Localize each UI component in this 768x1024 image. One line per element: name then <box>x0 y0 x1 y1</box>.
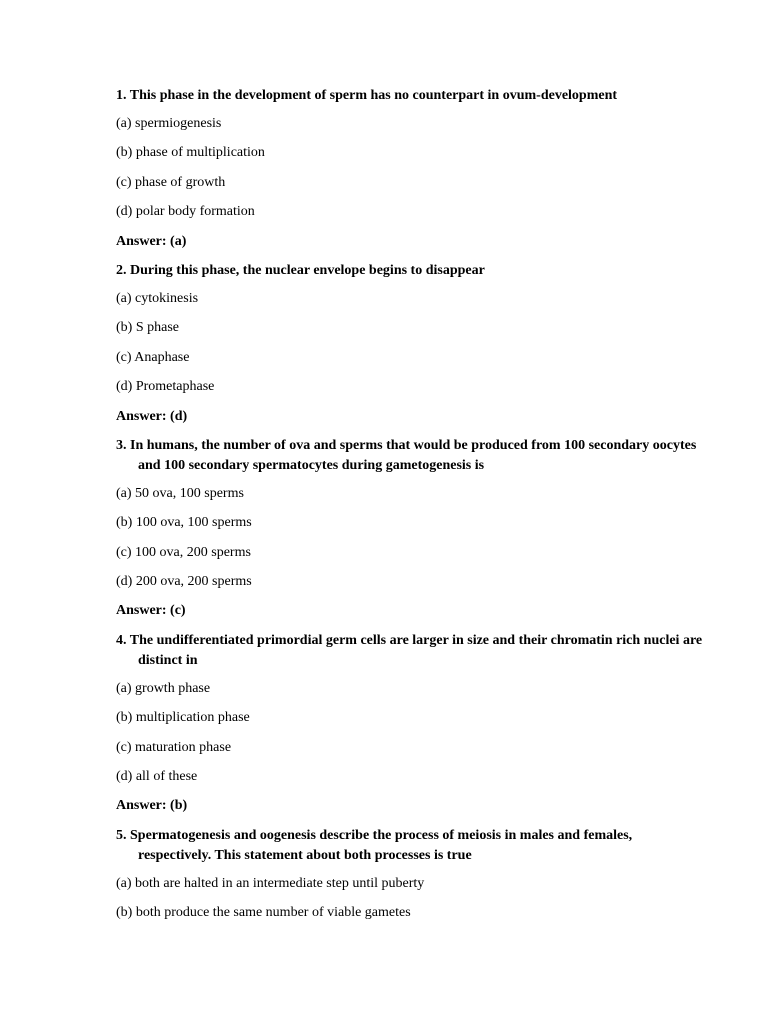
answer-text: Answer: (d) <box>116 408 188 424</box>
option-d: (d) 200 ova, 200 sperms <box>116 574 252 590</box>
option-d: (d) Prometaphase <box>116 379 215 395</box>
question-block <box>116 436 706 622</box>
option-a: (a) spermiogenesis <box>116 116 222 131</box>
option-c: (c) phase of growth <box>116 174 226 190</box>
question-text: 4. The undifferentiated primordial germ cells are larger in size and their chromatin rich nuclei are distinct in <box>116 632 703 668</box>
answer-text: Answer: (b) <box>116 798 188 814</box>
option-a: (a) 50 ova, 100 sperms <box>116 485 244 501</box>
option-d: (d) polar body formation <box>116 204 255 220</box>
option-c: (c) maturation phase <box>116 739 232 755</box>
option-b: (b) multiplication phase <box>116 710 250 726</box>
option-c: (c) Anaphase <box>116 349 190 365</box>
option-a: (a) both are halted in an intermediate step until puberty <box>116 875 425 891</box>
option-c: (c) 100 ova, 200 sperms <box>116 544 251 560</box>
option-d: (d) all of these <box>116 769 198 785</box>
question-block <box>116 826 706 923</box>
question-text: 5. Spermatogenesis and oogenesis describe the process of meiosis in males and females, respectively. This statement about both processes is true <box>116 827 633 863</box>
option-b: (b) 100 ova, 100 sperms <box>116 515 252 531</box>
question-text: 1. This phase in the development of sperm has no counterpart in ovum-development <box>116 88 618 103</box>
answer-text: Answer: (c) <box>116 603 186 619</box>
option-b: (b) phase of multiplication <box>116 145 265 161</box>
answer-text: Answer: (a) <box>116 233 187 249</box>
option-b: (b) S phase <box>116 320 179 336</box>
question-block <box>116 261 706 427</box>
question-block <box>116 631 706 817</box>
question-block <box>116 86 706 252</box>
question-text: 2. During this phase, the nuclear envelope begins to disappear <box>116 262 485 278</box>
question-list <box>116 86 706 933</box>
option-a: (a) growth phase <box>116 680 211 696</box>
option-b: (b) both produce the same number of viable gametes <box>116 905 411 921</box>
option-a: (a) cytokinesis <box>116 290 199 306</box>
question-text: 3. In humans, the number of ova and sperms that would be produced from 100 secondary oocytes and 100 secondary spermatocytes during gametogenesis is <box>116 437 697 473</box>
